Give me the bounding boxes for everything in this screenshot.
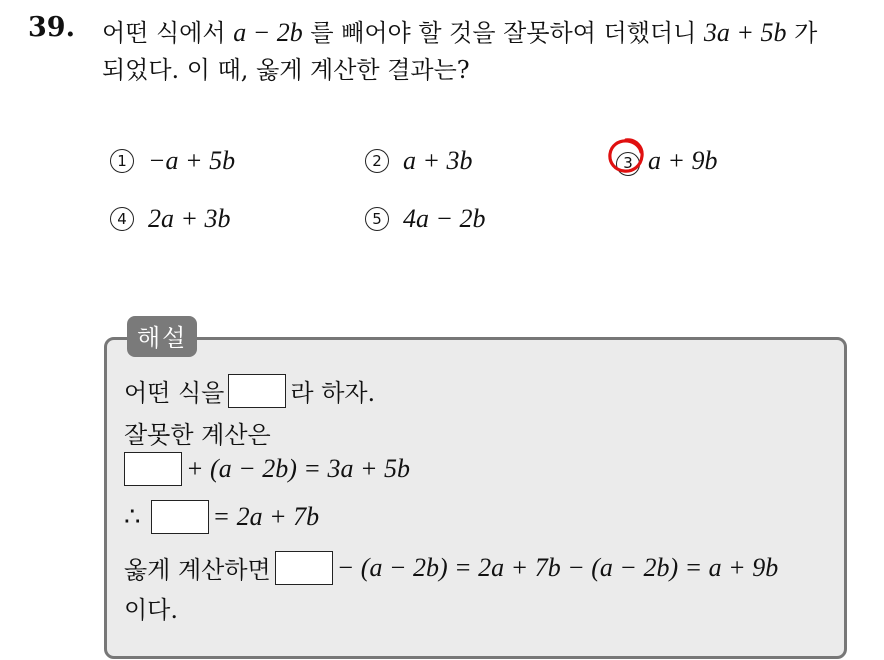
solution-line-5 <box>124 550 778 585</box>
stem-text: 어떤 식에서 <box>102 19 234 47</box>
choice-number-5: 5 <box>365 207 389 231</box>
choice-number-2: 2 <box>365 149 389 173</box>
solution-expression: = 2a + 7b <box>212 502 320 531</box>
choice-3-wrapper <box>616 146 640 176</box>
solution-line-1 <box>124 373 375 408</box>
answer-mark-circle-icon <box>607 137 645 175</box>
choice-number-4: 4 <box>110 207 134 231</box>
blank-box <box>275 551 333 585</box>
solution-badge: 해설 <box>127 316 197 357</box>
choice-expression-2: a + 3b <box>403 146 473 175</box>
choice-expression-1: −a + 5b <box>148 146 236 175</box>
choice-5[interactable] <box>365 204 486 234</box>
question-line-2: 되었다. 이 때, 옳게 계산한 결과는? <box>102 56 470 84</box>
choice-expression-4: 2a + 3b <box>148 204 231 233</box>
choice-4[interactable] <box>110 204 231 234</box>
blank-box <box>228 374 286 408</box>
choice-1[interactable] <box>110 146 235 176</box>
solution-line-3 <box>124 452 410 486</box>
question-number: 39. <box>28 12 75 43</box>
stem-expression-subtract: a − 2b <box>233 18 303 47</box>
solution-line-2: 잘못한 계산은 <box>124 421 271 449</box>
blank-box <box>151 500 209 534</box>
solution-text: 어떤 식을 <box>124 379 225 407</box>
question-line-1 <box>102 14 872 52</box>
solution-line-4 <box>124 500 319 534</box>
choice-number-3: 3 <box>616 152 640 176</box>
question-stem <box>102 14 872 89</box>
stem-text: 를 빼어야 할 것을 잘못하여 더했더니 <box>302 19 704 47</box>
solution-line-6: 이다. <box>124 596 178 624</box>
solution-expression: + (a − 2b) = 3a + 5b <box>186 454 410 483</box>
therefore-symbol: ∴ <box>124 502 141 531</box>
solution-text: 라 하자. <box>290 379 376 407</box>
stem-text: 가 <box>786 19 818 47</box>
stem-expression-result: 3a + 5b <box>703 18 787 47</box>
choice-2[interactable] <box>365 146 473 176</box>
choice-3[interactable] <box>616 146 718 176</box>
solution-expression: − (a − 2b) = 2a + 7b − (a − 2b) = a + 9b <box>336 552 779 582</box>
blank-box <box>124 452 182 486</box>
choice-expression-5: 4a − 2b <box>403 204 486 233</box>
choice-expression-3: a + 9b <box>648 146 718 175</box>
choice-number-1: 1 <box>110 149 134 173</box>
solution-text: 옳게 계산하면 <box>124 556 271 584</box>
